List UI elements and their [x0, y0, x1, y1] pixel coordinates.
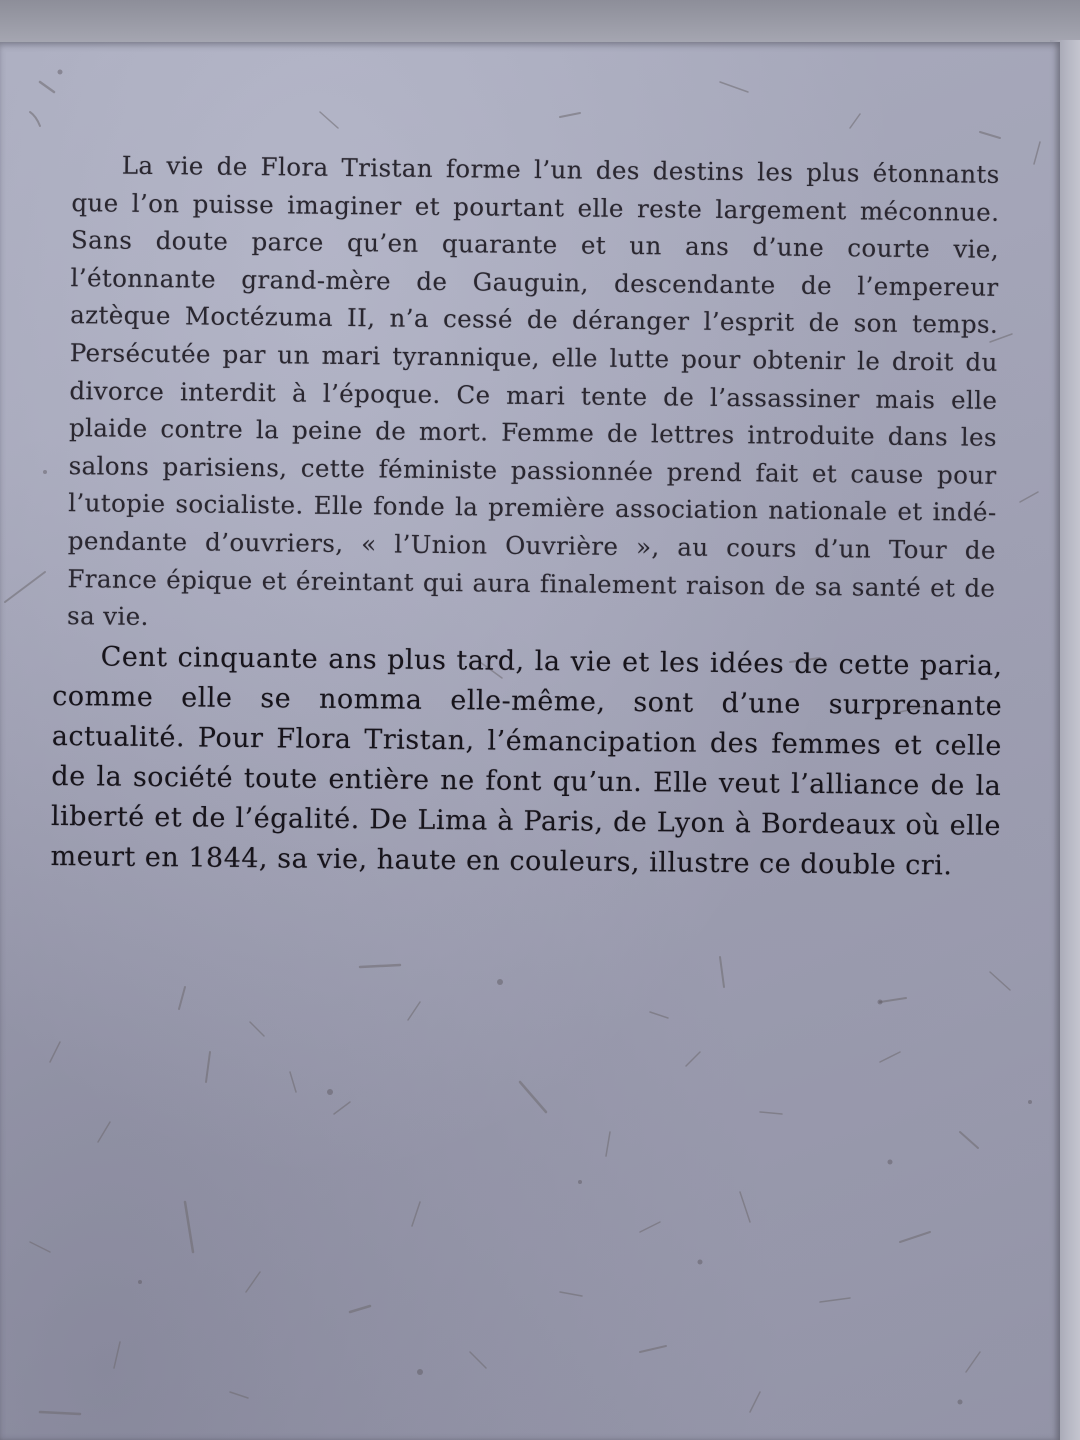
paper-page — [0, 42, 1060, 1440]
text-block — [50, 146, 1008, 887]
paragraph-1: La vie de Flora Tristan forme l’un des destins les plus étonnants que l’on puisse imaginer et pourtant elle reste largement méconnue. Sans doute parce qu’en quarante et un ans d’une courte vie, l’étonnante grand-mère de Gauguin, descendante de l’empereur aztèque Moctézuma II, n’a cessé de déranger l’esprit de son temps. Persécutée par un mari tyrannique, elle lutte pour obtenir le droit du divorce interdit à l’époque. Ce mari tente de l’assassiner mais elle plaide contre la peine de mort. Femme de lettres introduite dans les salons parisiens, cette féministe passionnée prend fait et cause pour l’utopie socialiste. Elle fonde la première association nationale et indépendante d’ouvriers, « l’Union Ouvrière », au cours d’un Tour de France épique et éreintant qui aura finalement raison de sa santé et de sa vie. — [66, 150, 1000, 632]
paragraph-2: Cent cinquante ans plus tard, la vie et les idées de cette paria, comme elle se nomma elle-même, sont d’une surprenante actualité. Pour Flora Tristan, l’émancipation des femmes et celle de la société toute entière ne font qu’un. Elle veut l’alliance de la liberté et de l’égalité. De Lima à Paris, de Lyon à Bordeaux où elle meurt en 1844, sa vie, haute en couleurs, illustre ce double cri. — [50, 641, 1003, 882]
background-surface — [0, 0, 1080, 46]
